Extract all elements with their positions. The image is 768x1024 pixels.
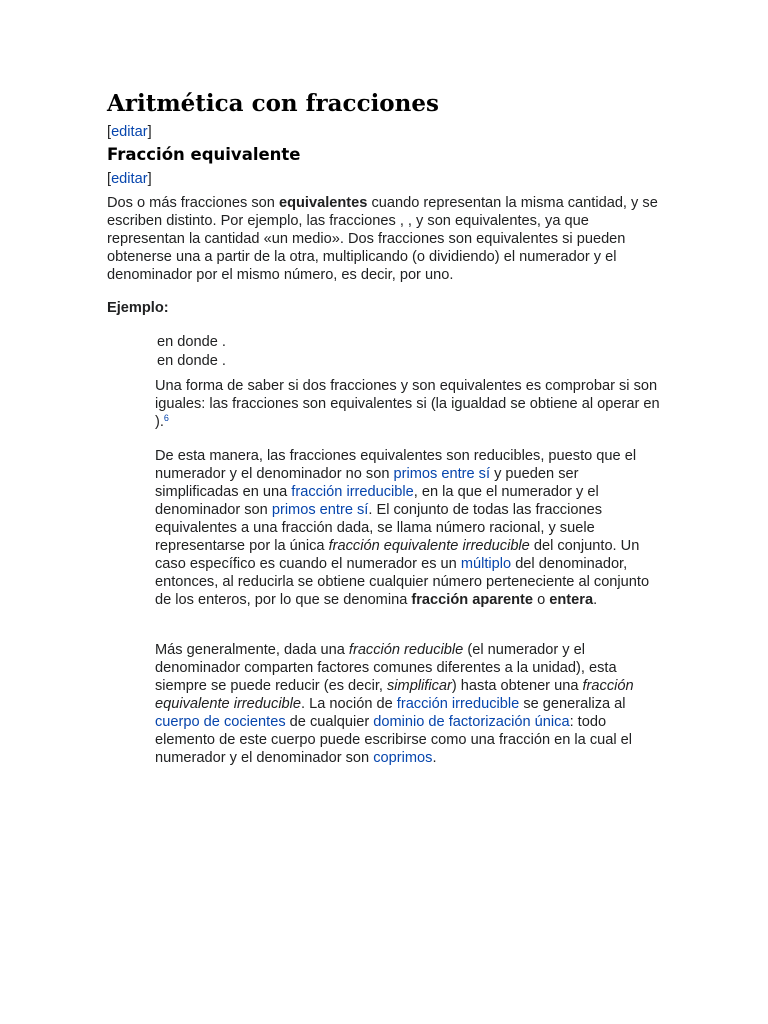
- link-fraccion-irreducible[interactable]: fracción irreducible: [291, 484, 414, 500]
- term-entera: entera: [549, 592, 594, 608]
- paragraph-generalization: Más generalmente, dada una fracción reducible (el numerador y el denominador comparten factores comunes diferentes a la unidad), esta siempre se puede reducir (es decir, simplificar) hasta obtener una fracción equivalente irreducible. La noción de fracción irreducible se generaliza al cuerpo de cocientes de cualquier dominio de factorización única: todo elemento de este cuerpo puede escribirse como una fracción en la cual el numerador y el denominador son coprimos.: [155, 642, 634, 766]
- paragraph-comparison: Una forma de saber si dos fracciones y son equivalentes es comprobar si son iguales: las fracciones son equivalentes si (la igualdad se obtiene al operar en ).$^6$: [155, 378, 660, 430]
- example-line: en donde .: [157, 334, 226, 350]
- edit-link[interactable]: editar: [111, 124, 148, 140]
- example-line: en donde .: [157, 353, 226, 369]
- term-fraccion-aparente: fracción aparente: [411, 592, 534, 608]
- link-cuerpo-de-cocientes[interactable]: cuerpo de cocientes: [155, 714, 286, 730]
- reference-marker: [164, 413, 169, 423]
- example-label: Ejemplo:: [107, 300, 169, 316]
- reference-link[interactable]: 6: [163, 413, 169, 423]
- link-primos-entre-si[interactable]: primos entre sí: [271, 502, 369, 518]
- term-fraccion-equivalente-irreducible: fracción equivalente irreducible: [155, 678, 634, 712]
- paragraph-intro: Dos o más fracciones son equivalentes cuando representan la misma cantidad, y se escriben distinto. Por ejemplo, las fracciones , , y son equivalentes, ya que representan la cantidad «un medio». Dos fracciones son equivalentes si pueden obtenerse una a partir de la otra, multiplicando (o dividiendo) el numerador y el denominador por el mismo número, es decir, por uno.: [107, 195, 658, 283]
- term-fraccion-equivalente-irreducible: fracción equivalente irreducible: [328, 538, 530, 554]
- link-primos-entre-si[interactable]: primos entre sí: [393, 466, 491, 482]
- link-dominio-de-factorizacion-unica[interactable]: dominio de factorización única: [373, 714, 570, 730]
- link-coprimos[interactable]: coprimos: [373, 750, 433, 766]
- edit-subsection-link: [editar]: [107, 171, 152, 187]
- edit-link[interactable]: editar: [111, 171, 148, 187]
- link-multiplo[interactable]: múltiplo: [460, 556, 512, 572]
- paragraph-reducible: De esta manera, las fracciones equivalentes son reducibles, puesto que el numerador y el denominador no son primos entre sí y pueden ser simplificadas en una fracción irreducible, en la que el numerador y el denominador son primos entre sí. El conjunto de todas las fracciones equivalentes a una fracción dada, se llama número racional, y suele representarse por la única fracción equivalente irreducible del conjunto. Un caso específico es cuando el numerador es un múltiplo del denominador, entonces, al reducirla se obtiene cualquier número perteneciente al conjunto de los enteros, por lo que se denomina fracción aparente o entera.: [155, 448, 650, 608]
- link-fraccion-irreducible[interactable]: fracción irreducible: [396, 696, 520, 712]
- term-fraccion-reducible: fracción reducible: [348, 642, 464, 658]
- page-title: Aritmética con fracciones: [107, 90, 439, 117]
- term-equivalentes: equivalentes: [278, 195, 368, 211]
- edit-section-link: [editar]: [107, 124, 152, 140]
- section-heading: Fracción equivalente: [107, 145, 301, 164]
- term-simplificar: simplificar: [387, 678, 452, 694]
